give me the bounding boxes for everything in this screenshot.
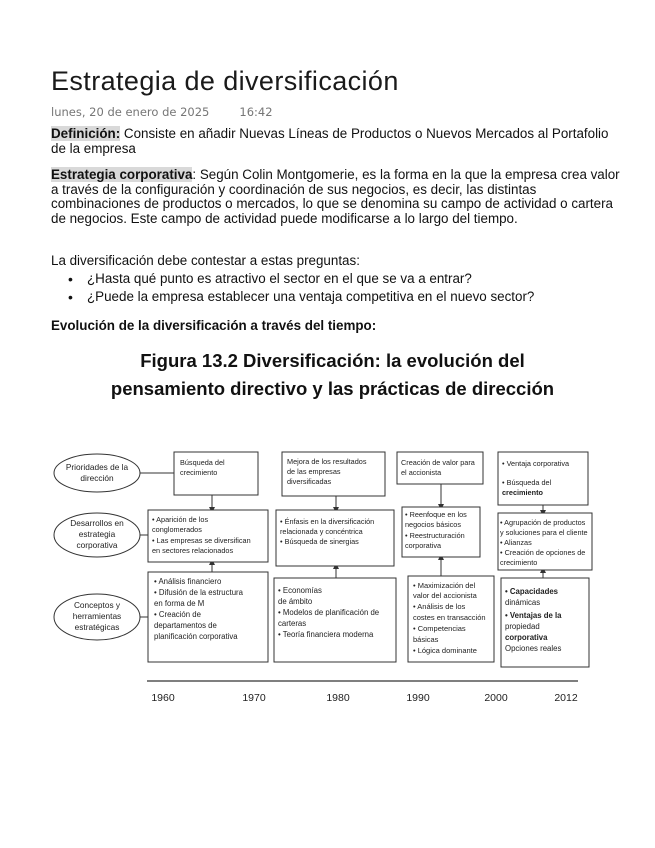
box-text: • Reenfoque en los [405, 510, 467, 519]
box-text: propiedad [505, 622, 540, 631]
box-text: y soluciones para el cliente [500, 528, 588, 537]
definition-label: Definición: [51, 126, 121, 141]
box-text: • Énfasis en la diversificación [280, 517, 375, 526]
box-text: • Búsqueda del [502, 478, 552, 487]
box-text: • Búsqueda de sinergias [280, 537, 359, 546]
box-text: • Análisis financiero [154, 577, 222, 586]
box-priority-1980s [282, 452, 385, 496]
row-label-text: dirección [80, 473, 114, 483]
box-development-1980s [276, 510, 394, 566]
box-text: • Las empresas se diversifican [152, 536, 251, 545]
timeline-year: 1970 [242, 692, 266, 704]
box-text: conglomerados [152, 525, 202, 534]
box-text: • Creación de opciones de [500, 548, 586, 557]
box-development-1960s [148, 510, 268, 562]
box-text: Búsqueda del [180, 458, 225, 467]
row-label-priorities [54, 454, 140, 492]
box-text: el accionista [401, 468, 442, 477]
box-text: corporativa [405, 541, 442, 550]
question-item: • ¿Hasta qué punto es atractivo el sector en el que se va a entrar? [68, 270, 534, 288]
box-text: • Ventaja corporativa [502, 459, 570, 468]
box-text: • Maximización del [413, 581, 476, 590]
page-time: 16:42 [239, 105, 273, 119]
box-text: • Alianzas [500, 538, 532, 547]
box-tools-1960s [148, 572, 268, 662]
box-text: • Difusión de la estructura [154, 588, 243, 597]
box-text: costes en transacción [413, 613, 486, 622]
evolution-heading: Evolución de la diversificación a través del tiempo: [51, 318, 377, 333]
row-label-text: estrategia [78, 529, 116, 539]
box-text: • Modelos de planificación de [278, 608, 380, 617]
box-priority-1960s [174, 452, 258, 495]
row-label-text: herramientas [72, 611, 122, 621]
timeline-year: 1980 [326, 692, 350, 704]
box-text: planificación corporativa [154, 632, 238, 641]
timeline-axis [147, 681, 578, 704]
box-text: • Teoría financiera moderna [278, 630, 374, 639]
box-text: corporativa [505, 633, 548, 642]
questions-intro: La diversificación debe contestar a estas preguntas: [51, 253, 360, 268]
box-text: dinámicas [505, 598, 541, 607]
row-label-text: Conceptos y [73, 600, 121, 610]
box-text: departamentos de [154, 621, 217, 630]
definition-text: Consiste en añadir Nuevas Líneas de Productos o Nuevos Mercados al Portafolio de la empresa [51, 126, 609, 156]
box-text: en forma de M [154, 599, 205, 608]
box-text: • Competencias [413, 624, 466, 633]
box-text: básicas [413, 635, 439, 644]
figure-title-line1: Figura 13.2 Diversificación: la evolución del [140, 350, 525, 371]
box-text: crecimiento [502, 488, 543, 497]
box-text: • Agrupación de productos [500, 518, 586, 527]
box-text: negocios básicos [405, 520, 461, 529]
box-text: carteras [278, 619, 307, 628]
box-text: relacionada y concéntrica [280, 527, 363, 536]
box-development-2000s [498, 513, 592, 570]
timeline-year: 2000 [484, 692, 508, 704]
box-priority-1990s [397, 452, 483, 484]
row-label-developments [54, 513, 140, 557]
box-text: • Creación de [154, 610, 201, 619]
row-label-tools [54, 594, 140, 640]
timeline-year: 2012 [554, 692, 578, 704]
box-text: • Ventajas de la [505, 611, 562, 620]
page-date: lunes, 20 de enero de 2025 [51, 105, 210, 119]
box-text: • Reestructuración [405, 531, 465, 540]
box-tools-2000s [501, 578, 589, 667]
box-text: Opciones reales [505, 644, 562, 653]
box-text: de ámbito [278, 597, 313, 606]
timeline-year: 1960 [151, 692, 175, 704]
box-text: • Lógica dominante [413, 646, 477, 655]
box-priority-2000s [498, 452, 588, 505]
row-label-text: corporativa [76, 540, 118, 550]
figure-title-line2: pensamiento directivo y las prácticas de dirección [110, 378, 555, 399]
corporate-strategy-label: Estrategia corporativa [51, 167, 193, 182]
question-item: • ¿Puede la empresa establecer una ventaja competitiva en el nuevo sector? [68, 288, 534, 306]
box-text: • Capacidades [505, 587, 558, 596]
box-text: crecimiento [500, 558, 538, 567]
box-tools-1990s [408, 576, 494, 662]
box-text: de las empresas [287, 467, 341, 476]
page-title: Estrategia de diversificación [51, 66, 399, 96]
timeline-year: 1990 [406, 692, 430, 704]
row-label-text: estratégicas [74, 622, 120, 632]
box-text: valor del accionista [413, 591, 477, 600]
box-development-1990s [402, 507, 480, 557]
row-label-text: Desarrollos en [70, 518, 124, 528]
box-text: crecimiento [180, 468, 218, 477]
box-text: • Economías [278, 586, 322, 595]
box-text: Creación de valor para [401, 458, 475, 467]
box-tools-1980s [274, 578, 396, 662]
box-text: Mejora de los resultados [287, 457, 367, 466]
box-text: • Aparición de los [152, 515, 209, 524]
box-text: en sectores relacionados [152, 546, 234, 555]
corporate-strategy-text: : Según Colin Montgomerie, es la forma en la que la empresa crea valor a través de la configuración y coordinación de sus negocios, es decir, las distintas combinaciones de productos o mercados, lo que se denomina su campo de actividad o cartera de negocios. Este campo de actividad puede modificarse a lo largo del tiempo. [51, 167, 620, 226]
box-text: • Análisis de los [413, 602, 466, 611]
box-text: diversificadas [287, 477, 332, 486]
row-label-text: Prioridades de la [65, 462, 129, 472]
